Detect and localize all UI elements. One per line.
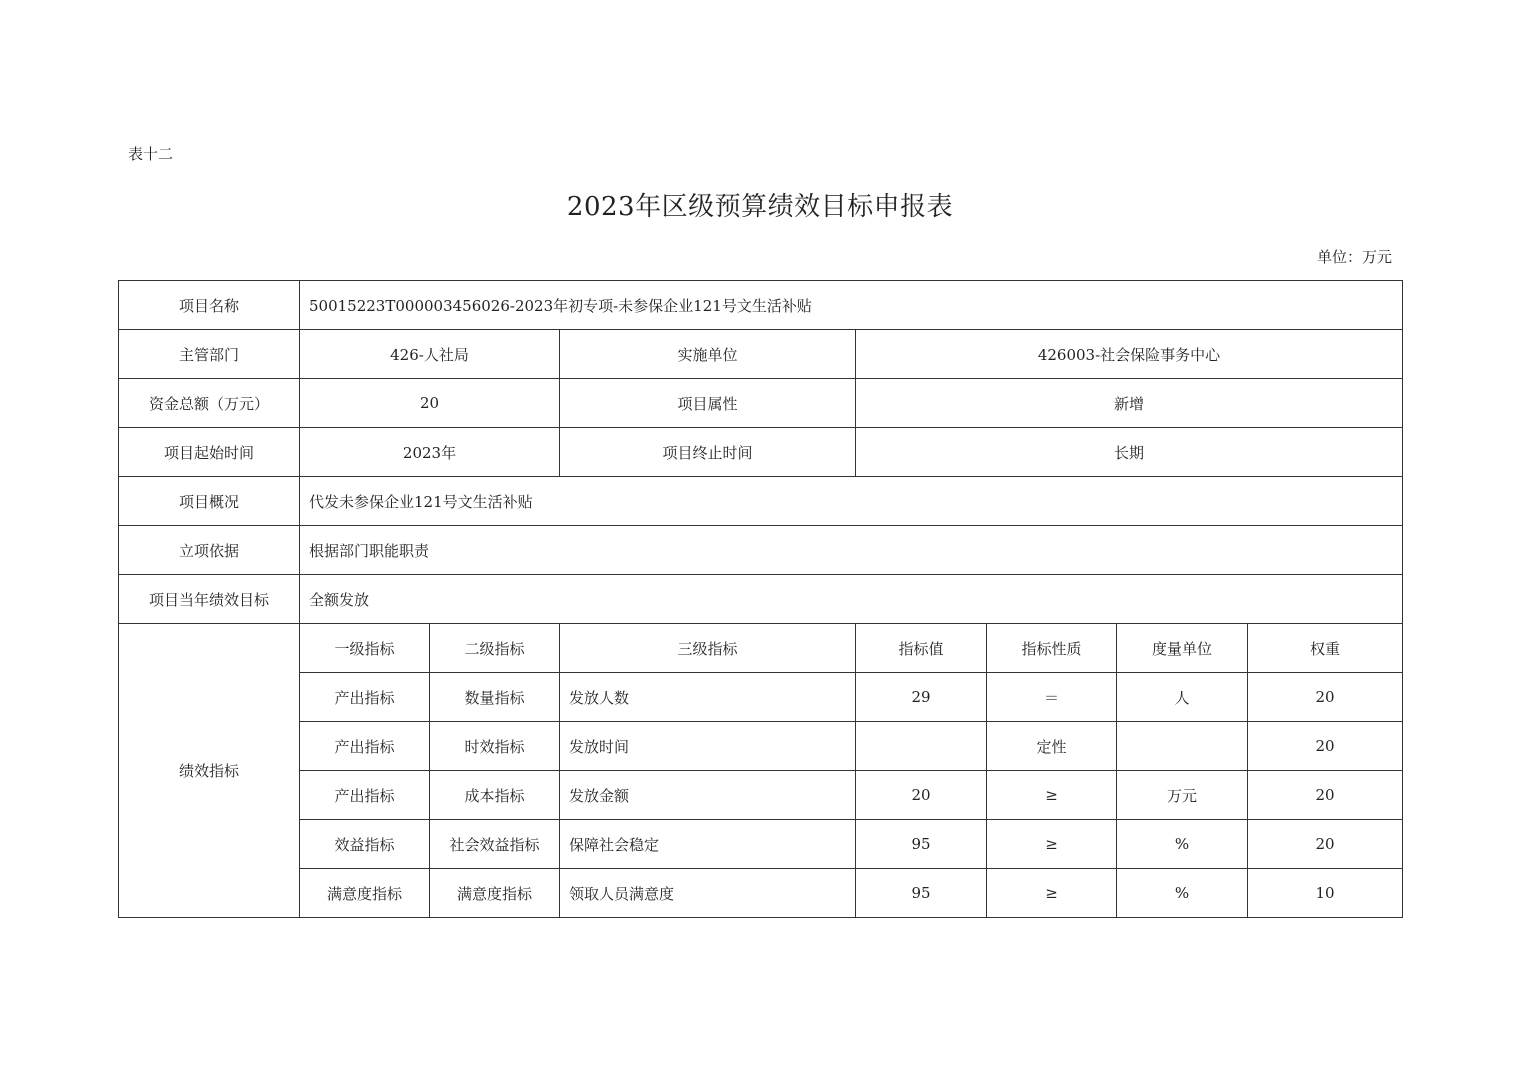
implementing-unit-label: 实施单位 — [560, 330, 856, 379]
level2-cell: 成本指标 — [430, 771, 560, 820]
nature-cell: ≥ — [987, 771, 1117, 820]
level2-cell: 时效指标 — [430, 722, 560, 771]
nature-cell: 定性 — [987, 722, 1117, 771]
fund-total-value: 20 — [300, 379, 560, 428]
header-unit: 度量单位 — [1117, 624, 1248, 673]
row-period — [119, 428, 1403, 477]
level2-cell: 数量指标 — [430, 673, 560, 722]
header-weight: 权重 — [1248, 624, 1403, 673]
weight-cell: 20 — [1248, 673, 1403, 722]
indicators-section-label: 绩效指标 — [119, 624, 300, 918]
goal-value: 全额发放 — [300, 575, 1403, 624]
unit-cell: 万元 — [1117, 771, 1248, 820]
header-nature: 指标性质 — [987, 624, 1117, 673]
project-attribute-value: 新增 — [856, 379, 1403, 428]
project-name-label: 项目名称 — [119, 281, 300, 330]
start-time-label: 项目起始时间 — [119, 428, 300, 477]
level1-cell: 满意度指标 — [300, 869, 430, 918]
weight-cell: 20 — [1248, 820, 1403, 869]
end-time-value: 长期 — [856, 428, 1403, 477]
basis-label: 立项依据 — [119, 526, 300, 575]
fund-total-label: 资金总额（万元） — [119, 379, 300, 428]
unit-cell: % — [1117, 820, 1248, 869]
header-level2: 二级指标 — [430, 624, 560, 673]
level1-cell: 产出指标 — [300, 722, 430, 771]
goal-label: 项目当年绩效目标 — [119, 575, 300, 624]
level1-cell: 效益指标 — [300, 820, 430, 869]
level2-cell: 满意度指标 — [430, 869, 560, 918]
level1-cell: 产出指标 — [300, 673, 430, 722]
row-project-name — [119, 281, 1403, 330]
weight-cell: 10 — [1248, 869, 1403, 918]
target-value-cell — [856, 722, 987, 771]
unit-label: 单位：万元 — [1316, 248, 1392, 266]
header-level1: 一级指标 — [300, 624, 430, 673]
indicator-row — [119, 771, 1403, 820]
row-basis — [119, 526, 1403, 575]
unit-cell: % — [1117, 869, 1248, 918]
row-goal — [119, 575, 1403, 624]
target-value-cell: 95 — [856, 869, 987, 918]
target-value-cell: 95 — [856, 820, 987, 869]
department-value: 426-人社局 — [300, 330, 560, 379]
indicator-header-row — [119, 624, 1403, 673]
level2-cell: 社会效益指标 — [430, 820, 560, 869]
row-fund — [119, 379, 1403, 428]
row-department — [119, 330, 1403, 379]
unit-cell: 人 — [1117, 673, 1248, 722]
level1-cell: 产出指标 — [300, 771, 430, 820]
indicator-row — [119, 820, 1403, 869]
end-time-label: 项目终止时间 — [560, 428, 856, 477]
table-number: 表十二 — [128, 145, 174, 163]
header-level3: 三级指标 — [560, 624, 856, 673]
project-attribute-label: 项目属性 — [560, 379, 856, 428]
level3-cell: 领取人员满意度 — [560, 869, 856, 918]
nature-cell: ≥ — [987, 820, 1117, 869]
level3-cell: 发放时间 — [560, 722, 856, 771]
page-title: 2023年区级预算绩效目标申报表 — [566, 192, 954, 222]
level3-cell: 保障社会稳定 — [560, 820, 856, 869]
indicator-row — [119, 869, 1403, 918]
indicator-row — [119, 673, 1403, 722]
target-value-cell: 29 — [856, 673, 987, 722]
nature-cell: ≥ — [987, 869, 1117, 918]
budget-performance-table — [118, 280, 1403, 918]
indicator-row — [119, 722, 1403, 771]
weight-cell: 20 — [1248, 722, 1403, 771]
level3-cell: 发放人数 — [560, 673, 856, 722]
row-overview — [119, 477, 1403, 526]
weight-cell: 20 — [1248, 771, 1403, 820]
target-value-cell: 20 — [856, 771, 987, 820]
nature-cell: ＝ — [987, 673, 1117, 722]
implementing-unit-value: 426003-社会保险事务中心 — [856, 330, 1403, 379]
project-name-value: 50015223T000003456026-2023年初专项-未参保企业121号文生活补贴 — [300, 281, 1403, 330]
start-time-value: 2023年 — [300, 428, 560, 477]
unit-cell — [1117, 722, 1248, 771]
department-label: 主管部门 — [119, 330, 300, 379]
basis-value: 根据部门职能职责 — [300, 526, 1403, 575]
level3-cell: 发放金额 — [560, 771, 856, 820]
overview-value: 代发未参保企业121号文生活补贴 — [300, 477, 1403, 526]
header-target-value: 指标值 — [856, 624, 987, 673]
overview-label: 项目概况 — [119, 477, 300, 526]
